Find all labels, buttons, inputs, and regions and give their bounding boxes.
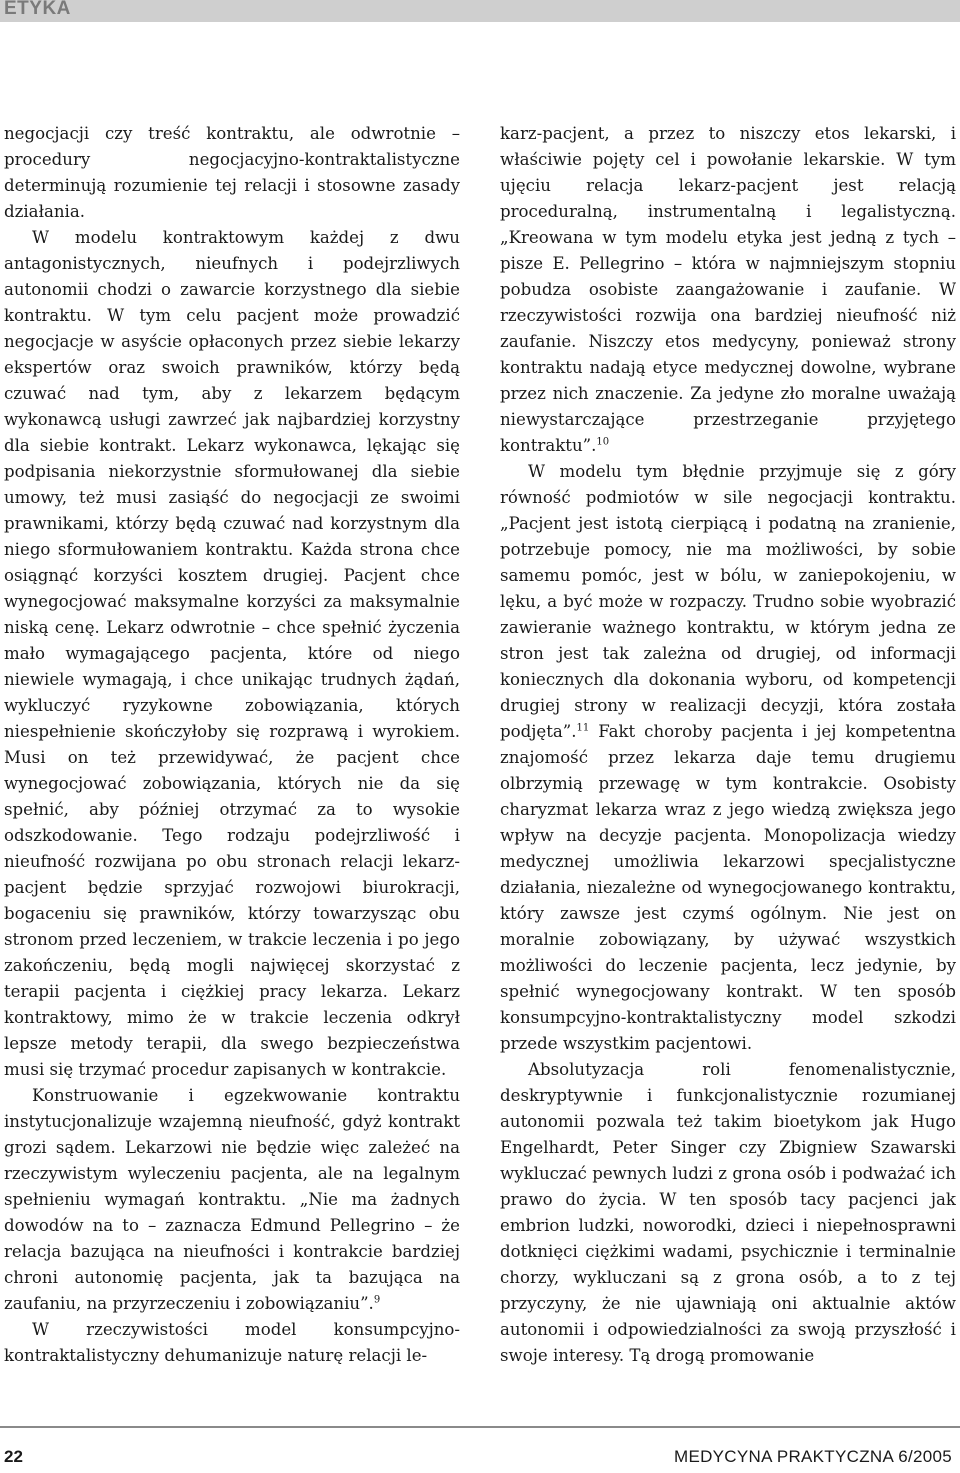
section-title: ETYKA (4, 0, 71, 19)
footnote-marker: 9 (373, 1294, 381, 1306)
footer-divider (0, 1426, 960, 1428)
page-number: 22 (4, 1447, 23, 1466)
right-column (500, 121, 956, 1416)
paragraph (500, 121, 956, 459)
paragraph (500, 459, 956, 1057)
paragraph-text: W modelu tym błędnie przyjmuje się z góry równość podmiotów w sile negocjacji kontraktu. „Pacjent jest istotą cierpiącą i podatną na zranienie, potrzebuje pomocy, nie ma możliwości, by sobie samemu pomóc, jest w bólu, w zaniepokojeniu, w lęku, a być może w rozpaczy. Trudno sobie wyobrazić zawieranie ważnego kontraktu, w którym jedna ze stron jest tak zależna od drugiej, od informacji koniecznych dla dokonania wyboru, od kompetencji drugiej strony w realizacji decyzji, która została podjęta”. (500, 462, 956, 741)
paragraph: negocjacji czy treść kontraktu, ale odwrotnie – procedury negocjacyjno-kontraktalistyczne determinują rozumienie tej relacji i stosowne zasady działania. (4, 124, 460, 221)
section-header-bar (0, 0, 960, 22)
paragraph-text: Konstruowanie i egzekwowanie kontraktu instytucjonalizuje wzajemną nieufność, gdyż kontrakt grozi sądem. Lekarzowi nie będzie więc zależeć na rzeczywistym wyleczeniu pacjenta, ale na legalnym spełnieniu wymagań kontraktu. „Nie ma żadnych dowodów na to – zaznacza Edmund Pellegrino – że relacja bazująca na nieufności i kontrakcie bardziej chroni autonomię pacjenta, jak ta bazująca na zaufaniu, na przyrzeczeniu i zobowiązaniu”. (4, 1086, 460, 1313)
paragraph-text: Fakt choroby pacjenta i jej kompetentna znajomość przez lekarza daje temu drugiemu olbrzymią przewagę w tym kontrakcie. Osobisty charyzmat lekarza wraz z jego wiedzą zwiększa jego wpływ na decyzje pacjenta. Monopolizacja wiedzy medycznej umożliwia lekarzowi specjalistyczne działania, niezależne od wynegocjowanego kontraktu, który zawsze jest czymś ogólnym. Nie jest on moralnie zobowiązany, by używać wszystkich możliwości do leczenie pacjenta, lecz jedynie, by spełnić wynegocjowany kontrakt. W ten sposób konsumpcyjno-kontraktalistyczny model szkodzi przede wszystkim pacjentowi. (500, 722, 956, 1053)
paragraph-text: karz-pacjent, a przez to niszczy etos lekarski, i właściwie pojęty cel i powołanie lekarskie. W tym ujęciu relacja lekarz-pacjent jest relacją proceduralną, instrumentalną i legalistyczną. „Kreowana w tym modelu etyka jest jedną z tych – pisze E. Pellegrino – która w najmniejszym stopniu pobudza osobiste zaangażowanie i zaufanie. W rzeczywistości rozwija ona bardziej nieufność niż zaufanie. Niszczy etos medycyny, ponieważ strony kontraktu nadają etyce medycznej dowolne, wybrane przez nich znaczenie. Za jedyne zło moralne uważają niewystarczające przestrzeganie przyjętego kontraktu”. (500, 124, 956, 455)
paragraph: W modelu kontraktowym każdej z dwu antagonistycznych, nieufnych i podejrzliwych autonomii chodzi o zawarcie korzystnego dla siebie kontraktu. W tym celu pacjent może prowadzić negocjacje w asyście opłaconych przez siebie lekarzy ekspertów oraz swoich prawników, którzy będą czuwać nad tym, aby z lekarzem będącym wykonawcą usługi zawrzeć jak najbardziej korzystny dla siebie kontrakt. Lekarz wykonawca, lękając się podpisania niekorzystnie sformułowanej dla siebie umowy, też musi zasiąść do negocjacji ze swoimi prawnikami, którzy będą czuwać nad korzystnym dla niego sformułowaniem kontraktu. Każda strona chce osiągnąć korzyści kosztem drugiej. Pacjent chce wynegocjować maksymalne korzyści za maksymalnie niską cenę. Lekarz odwrotnie – chce spełnić życzenia mało wymagającego pacjenta, które od niego niewiele wymagają, i chce unikając trudnych żądań, wykluczyć ryzykowne zobowiązania, których niespełnienie skończyłoby się rozprawą i wyrokiem. Musi on też przewidywać, że pacjent chce wynegocjować zobowiązania, których nie da się spełnić, aby później otrzymać za to wysokie odszkodowanie. Tego rodzaju podejrzliwość i nieufność rozwijana po obu stronach relacji lekarz-pacjent będzie sprzyjać rozwojowi biurokracji, bogaceniu się prawników, którzy towarzysząc obu stronom przed leczeniem, w trakcie leczenia i po jego zakończeniu, będą mogli najwięcej skorzystać z terapii pacjenta i ciężkiej pracy lekarza. Lekarz kontraktowy, mimo że w trakcie leczenia odkrył lepsze metody terapii, dla swego bezpieczeństwa musi się trzymać procedur zapisanych w kontrakcie. (4, 228, 460, 1079)
footnote-marker: 10 (596, 436, 610, 448)
left-column (4, 121, 460, 1416)
journal-issue: MEDYCYNA PRAKTYCZNA 6/2005 (673, 1447, 952, 1466)
paragraph: W rzeczywistości model konsumpcyjno-kontraktalistyczny dehumanizuje naturę relacji le- (4, 1320, 460, 1365)
paragraph (4, 1083, 460, 1317)
footnote-marker: 11 (576, 722, 590, 734)
paragraph: Absolutyzacja roli fenomenalistycznie, deskryptywnie i funkcjonalistycznie rozumianej autonomii pozwala też takim bioetykom jak Hugo Engelhardt, Peter Singer czy Zbigniew Szawarski wykluczać pewnych ludzi z grona osób i podważać ich prawo do życia. W ten sposób tacy pacjenci jak embrion ludzki, noworodki, dzieci i niepełnosprawni dotknięci ciężkimi wadami, psychicznie i terminalnie chorzy, wykluczani są z grona osób, a to z tej przyczyny, że nie ujawniają oni aktualnie aktów autonomii i odpowiedzialności za swoją przyszłość i swoje interesy. Tą drogą promowanie (500, 1060, 956, 1365)
